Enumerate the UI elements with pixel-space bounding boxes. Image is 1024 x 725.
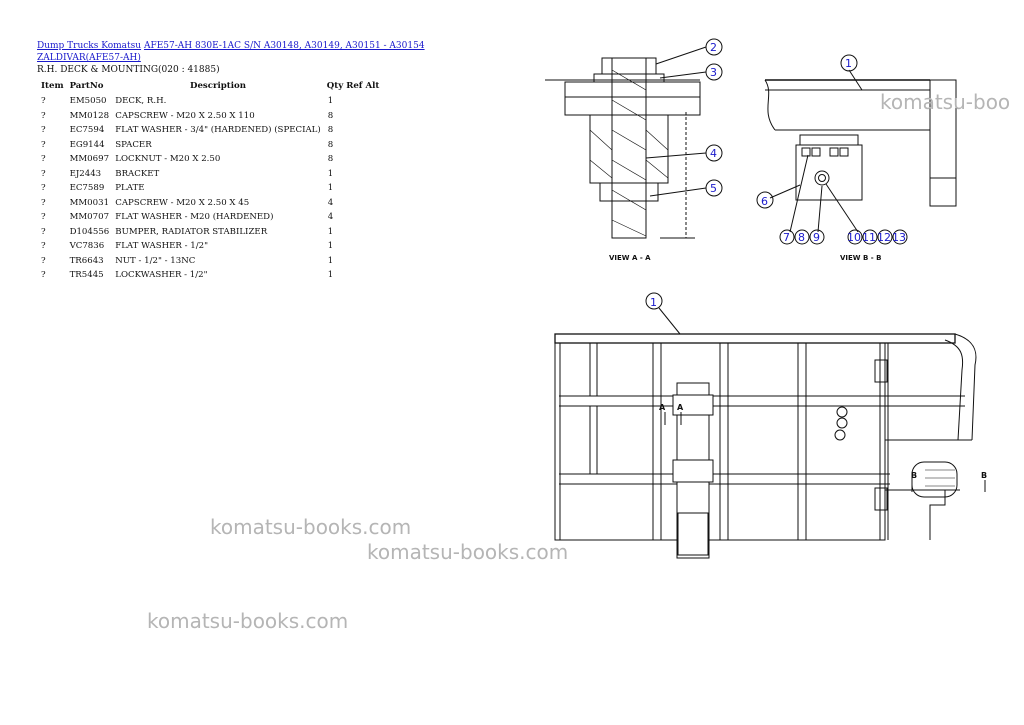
cell-description: BRACKET — [115, 168, 160, 179]
cell-qty: 1 — [327, 226, 334, 237]
cell-qty: 1 — [327, 241, 334, 252]
cell-item: ? — [41, 183, 46, 194]
callout-5[interactable]: 5 — [710, 182, 717, 195]
cell-item: ? — [41, 110, 46, 121]
callout-13[interactable]: 13 — [892, 231, 906, 244]
cell-item: ? — [41, 226, 46, 237]
cell-partno: MM0697 — [69, 154, 110, 165]
cell-description: PLATE — [115, 183, 145, 194]
watermark: komatsu-books.com — [367, 540, 569, 564]
cell-item: ? — [41, 154, 46, 165]
cell-qty: 1 — [327, 270, 334, 281]
callout-8[interactable]: 8 — [798, 231, 805, 244]
view-b-label: VIEW B - B — [840, 254, 882, 262]
cell-partno: EM5050 — [69, 96, 107, 107]
header-item: Item — [41, 80, 64, 91]
cell-item: ? — [41, 168, 46, 179]
cell-item: ? — [41, 139, 46, 150]
cell-item: ? — [41, 241, 46, 252]
callout-10[interactable]: 10 — [847, 231, 861, 244]
cell-partno: TR5445 — [69, 270, 104, 281]
view-a-a-drawing — [545, 39, 722, 262]
header-description: Description — [190, 80, 247, 91]
cell-item: ? — [41, 96, 46, 107]
view-a-label: VIEW A - A — [609, 254, 651, 262]
section-mark-a-left: A — [659, 403, 666, 412]
section-mark-a-right: A — [677, 403, 684, 412]
deck-plan-drawing — [555, 293, 987, 558]
callout-3[interactable]: 3 — [710, 66, 717, 79]
cell-item: ? — [41, 255, 46, 266]
cell-qty: 1 — [327, 183, 334, 194]
cell-qty: 1 — [327, 168, 334, 179]
callout-11[interactable]: 11 — [862, 231, 876, 244]
cell-partno: MM0031 — [69, 197, 110, 208]
cell-item: ? — [41, 212, 46, 223]
callout-9[interactable]: 9 — [813, 231, 820, 244]
cell-description: DECK, R.H. — [115, 96, 167, 107]
callout-2[interactable]: 2 — [710, 41, 717, 54]
cell-partno: EC7594 — [69, 125, 105, 136]
cell-item: ? — [41, 125, 46, 136]
cell-partno: EG9144 — [69, 139, 105, 150]
cell-partno: D104556 — [69, 226, 110, 237]
page-subtitle: R.H. DECK & MOUNTING(020 : 41885) — [37, 65, 220, 75]
callout-main-1[interactable]: 1 — [650, 296, 657, 309]
cell-description: CAPSCREW - M20 X 2.50 X 110 — [115, 110, 255, 121]
cell-partno: EJ2443 — [69, 168, 102, 179]
view-b-b-drawing — [757, 55, 956, 262]
header-partno: PartNo — [69, 80, 104, 91]
cell-partno: EC7589 — [69, 183, 105, 194]
cell-description: SPACER — [115, 139, 152, 150]
cell-description: FLAT WASHER - 1/2" — [115, 241, 209, 252]
callout-4[interactable]: 4 — [710, 147, 717, 160]
cell-qty: 4 — [327, 212, 334, 223]
cell-description: FLAT WASHER - M20 (HARDENED) — [115, 212, 274, 223]
cell-qty: 8 — [327, 139, 334, 150]
cell-item: ? — [41, 197, 46, 208]
cell-description: LOCKNUT - M20 X 2.50 — [115, 154, 221, 165]
breadcrumb-link-category[interactable]: Dump Trucks Komatsu — [37, 41, 142, 51]
cell-description: CAPSCREW - M20 X 2.50 X 45 — [115, 197, 250, 208]
watermark: komatsu-boo — [880, 90, 1011, 114]
callout-12[interactable]: 12 — [877, 231, 891, 244]
cell-qty: 8 — [327, 125, 334, 136]
watermark: komatsu-books.com — [147, 609, 349, 633]
cell-item: ? — [41, 270, 46, 281]
cell-description: BUMPER, RADIATOR STABILIZER — [115, 226, 268, 237]
cell-qty: 8 — [327, 110, 334, 121]
cell-description: NUT - 1/2" - 13NC — [115, 255, 196, 266]
callout-6[interactable]: 6 — [761, 195, 768, 208]
section-mark-b-left: B — [911, 471, 918, 480]
cell-qty: 1 — [327, 96, 334, 107]
breadcrumb-link-model[interactable]: AFE57-AH 830E-1AC S/N A30148, A30149, A30151 - A30154 — [143, 41, 425, 51]
cell-partno: MM0128 — [69, 110, 110, 121]
section-mark-b-right: B — [981, 471, 988, 480]
cell-partno: TR6643 — [69, 255, 104, 266]
cell-description: LOCKWASHER - 1/2" — [115, 270, 208, 281]
callout-7[interactable]: 7 — [783, 231, 790, 244]
breadcrumb-link-variant[interactable]: ZALDIVAR(AFE57-AH) — [37, 53, 141, 63]
cell-description: FLAT WASHER - 3/4" (HARDENED) (SPECIAL) — [115, 125, 321, 136]
cell-qty: 1 — [327, 255, 334, 266]
cell-partno: VC7836 — [69, 241, 105, 252]
callout-b-1[interactable]: 1 — [845, 57, 852, 70]
watermark: komatsu-books.com — [210, 515, 412, 539]
header-qty-ref-alt: Qty Ref Alt — [326, 80, 380, 91]
cell-partno: MM0707 — [69, 212, 110, 223]
cell-qty: 4 — [327, 197, 334, 208]
cell-qty: 8 — [327, 154, 334, 165]
